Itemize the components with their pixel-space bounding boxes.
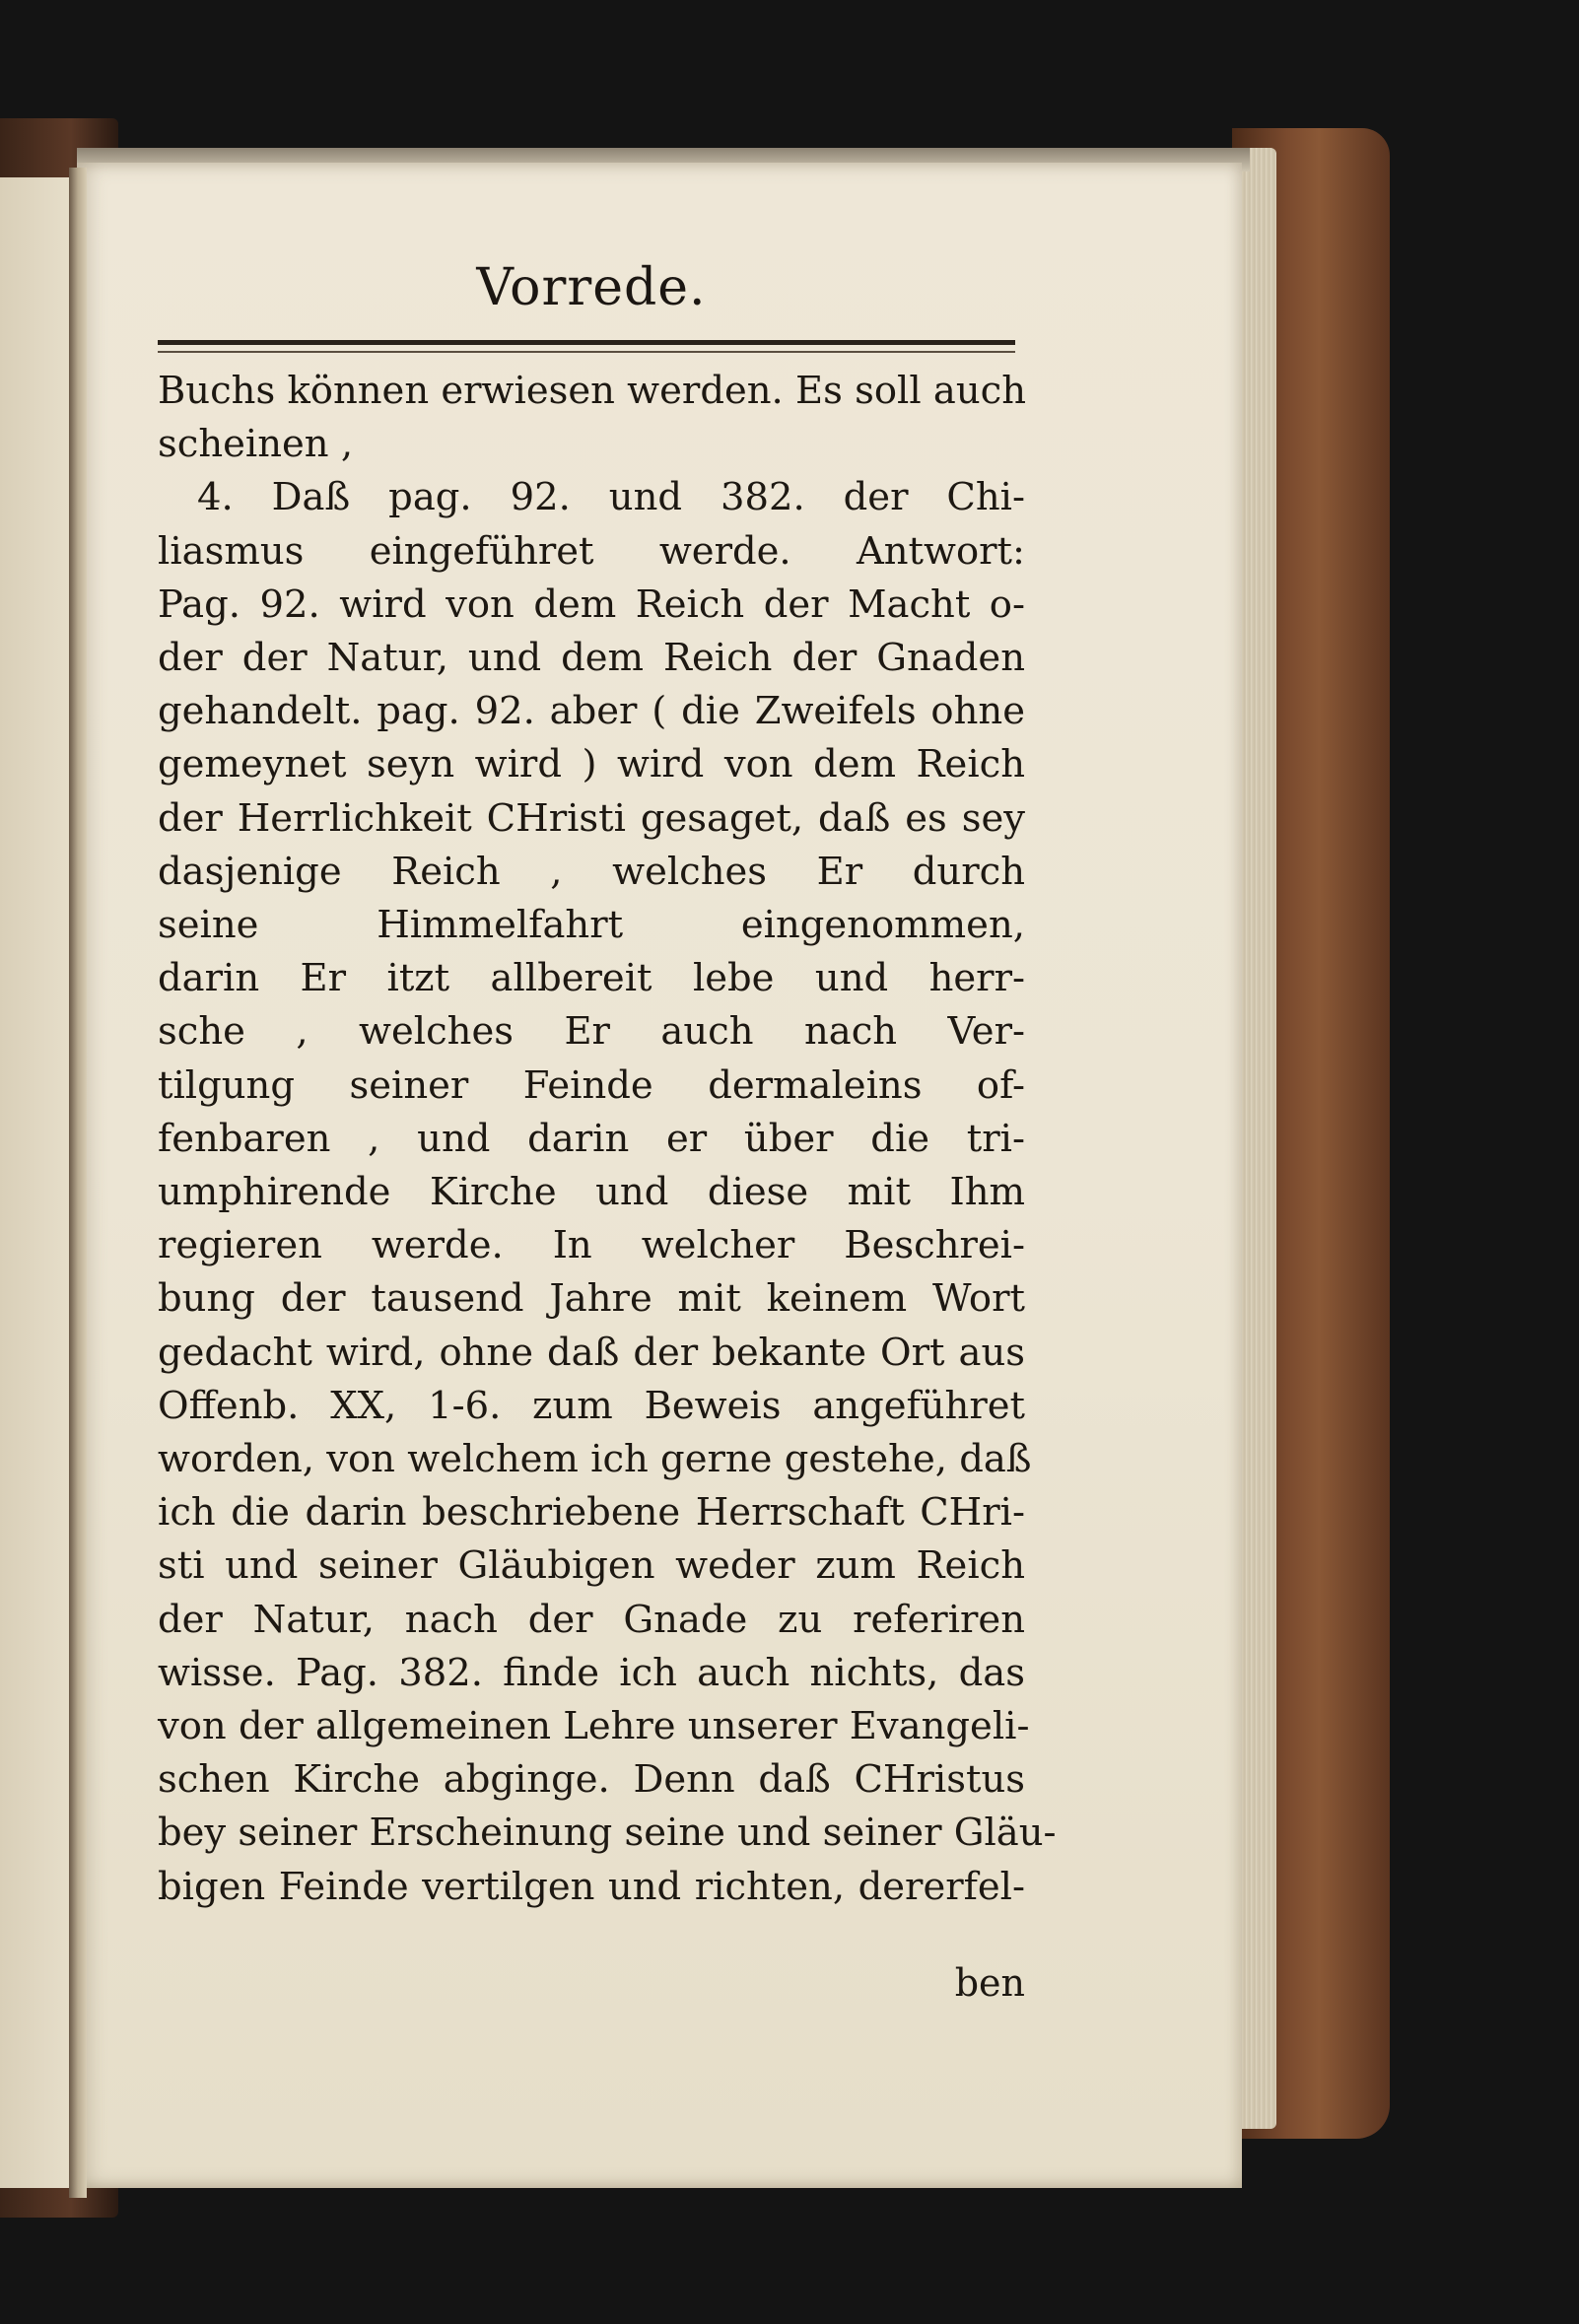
text-line: scheinen , <box>158 422 354 467</box>
text-line: gemeynet seyn wird ) wird von dem Reich <box>158 742 1025 787</box>
text-line: fenbaren , und darin er über die tri- <box>158 1116 1025 1161</box>
text-line: dasjenige Reich , welches Er durch <box>158 849 1025 894</box>
text-line: bung der tausend Jahre mit keinem Wort <box>158 1276 1025 1322</box>
text-line: sti und seiner Gläubigen weder zum Reich <box>158 1543 1025 1589</box>
text-line: der Herrlichkeit CHristi gesaget, daß es sey <box>158 795 1025 841</box>
text-line: tilgung seiner Feinde dermaleins of- <box>158 1062 1025 1108</box>
text-line: gehandelt. pag. 92. aber ( die Zweifels ohne <box>158 689 1025 734</box>
text-line: schen Kirche abginge. Denn daß CHristus <box>158 1757 1025 1803</box>
page-body-text <box>158 365 1057 1914</box>
facing-page <box>0 177 79 2188</box>
text-line: umphirende Kirche und diese mit Ihm <box>158 1170 1025 1215</box>
text-line: darin Er itzt allbereit lebe und herr- <box>158 956 1025 1001</box>
text-line: sche , welches Er auch nach Ver- <box>158 1009 1025 1055</box>
running-header: Vorrede. <box>476 258 707 317</box>
text-line: regieren werde. In welcher Beschrei- <box>158 1223 1025 1268</box>
header-rule-thin <box>158 351 1015 353</box>
text-line: bey seiner Erscheinung seine und seiner Gläu- <box>158 1811 1057 1856</box>
text-line: Pag. 92. wird von dem Reich der Macht o- <box>158 581 1025 627</box>
book-gutter <box>69 168 87 2198</box>
catchword: ben <box>954 1961 1025 2005</box>
text-line: der Natur, nach der Gnade zu referiren <box>158 1597 1025 1642</box>
text-line: wisse. Pag. 382. finde ich auch nichts, das <box>158 1650 1025 1695</box>
text-line: von der allgemeinen Lehre unserer Evangeli- <box>158 1704 1030 1749</box>
text-line: seine Himmelfahrt eingenommen, <box>158 903 1025 948</box>
text-line: Buchs können erwiesen werden. Es soll auch <box>158 369 1027 413</box>
text-line: gedacht wird, ohne daß der bekante Ort aus <box>158 1330 1025 1375</box>
header-rule <box>158 340 1015 345</box>
text-line: der der Natur, und dem Reich der Gnaden <box>158 636 1025 681</box>
text-line: 4. Daß pag. 92. und 382. der Chi- <box>197 475 1025 520</box>
text-line: bigen Feinde vertilgen und richten, dererfel- <box>158 1864 1025 1909</box>
text-line: Offenb. XX, 1-6. zum Beweis angeführet <box>158 1383 1025 1428</box>
text-line: ich die darin beschriebene Herrschaft CHri- <box>158 1490 1025 1536</box>
text-line: worden, von welchem ich gerne gestehe, daß <box>158 1437 1032 1482</box>
text-line: liasmus eingeführet werde. Antwort: <box>158 528 1025 574</box>
